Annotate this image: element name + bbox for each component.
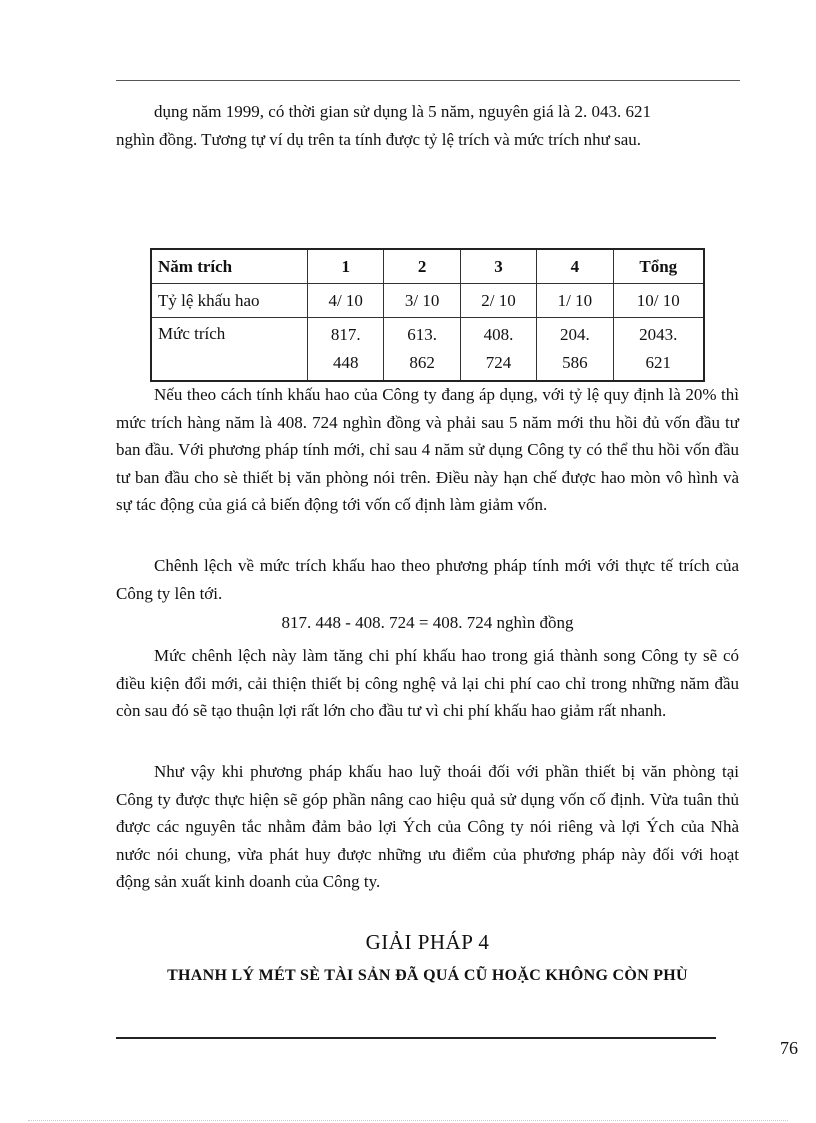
paragraph-conclusion: Như vậy khi phương pháp khấu hao luỹ thoái đối với phần thiết bị văn phòng tại Công ty được thực hiện sẽ góp phần nâng cao hiệu quả sử dụng vốn cố định. Vừa tuân thủ được các nguyên tắc nhằm đảm bảo lợi Ých của Công ty nói riêng và lợi Ých của Nhà nước nói chung, vừa phát huy được những ưu điểm của phương pháp này đối với hoạt động sản xuất kinh doanh của Công ty. xyxy=(116,762,739,891)
paragraph-difference: Chênh lệch về mức trích khấu hao theo phương pháp tính mới với thực tế trích của Công ty lên tới. xyxy=(116,556,739,603)
amount-cell: 817. 448 xyxy=(308,318,384,382)
section-title: GIẢI PHÁP 4 xyxy=(365,930,490,954)
table-header-row xyxy=(151,249,704,284)
rate-cell: 4/ 10 xyxy=(308,284,384,318)
rate-label: Tỷ lệ khấu hao xyxy=(151,284,308,318)
table-row-rate xyxy=(151,284,704,318)
rate-cell-total: 10/ 10 xyxy=(613,284,704,318)
intro-line-1: dụng năm 1999, có thời gian sử dụng là 5 năm, nguyên giá là 2. 043. 621 xyxy=(154,102,651,121)
rate-cell: 3/ 10 xyxy=(384,284,460,318)
header-cell-year-3: 3 xyxy=(460,249,536,284)
section-subtitle: THANH LÝ MÉT SÈ TÀI SẢN ĐÃ QUÁ CŨ HOẶC KHÔNG CÒN PHÙ xyxy=(167,967,688,984)
rate-cell: 2/ 10 xyxy=(460,284,536,318)
header-cell-year-label: Năm trích xyxy=(151,249,308,284)
amount-cell: 204. 586 xyxy=(537,318,613,382)
rate-cell: 1/ 10 xyxy=(537,284,613,318)
header-rule xyxy=(116,80,740,81)
paragraph-cost-increase: Mức chênh lệch này làm tăng chi phí khấu hao trong giá thành song Công ty sẽ có điều kiện đổi mới, cải thiện thiết bị công nghệ vả lại chi phí cao chỉ trong những năm đầu còn sau đó sẽ tạo thuận lợi rất lớn cho đầu tư vì chi phí khấu hao giảm rất nhanh. xyxy=(116,646,739,720)
header-cell-year-2: 2 xyxy=(384,249,460,284)
amount-label: Mức trích xyxy=(151,318,308,382)
footer-rule xyxy=(116,1037,716,1039)
page-number: 76 xyxy=(780,1038,798,1058)
header-cell-year-1: 1 xyxy=(308,249,384,284)
header-cell-total: Tổng xyxy=(613,249,704,284)
paragraph-current-method: Nếu theo cách tính khấu hao của Công ty đang áp dụng, với tỷ lệ quy định là 20% thì mức trích hàng năm là 408. 724 nghìn đồng và phải sau 5 năm mới thu hồi đủ vốn đầu tư ban đầu. Với phương pháp tính mới, chỉ sau 4 năm sử dụng Công ty có thể thu hồi vốn đầu tư ban đầu cho sè thiết bị văn phòng nói trên. Điều này hạn chế được hao mòn vô hình và sự tác động của giá cả biến động tới vốn cố định làm giảm vốn. xyxy=(116,385,739,514)
amount-cell: 408. 724 xyxy=(460,318,536,382)
depreciation-table xyxy=(150,248,705,382)
amount-cell-total: 2043. 621 xyxy=(613,318,704,382)
intro-paragraph xyxy=(116,98,739,153)
intro-line-2: nghìn đồng. Tương tự ví dụ trên ta tính được tỷ lệ trích và mức trích như sau. xyxy=(116,129,642,149)
page-edge-rule xyxy=(28,1120,788,1121)
header-cell-year-4: 4 xyxy=(537,249,613,284)
table-row-amount xyxy=(151,318,704,382)
amount-cell: 613. 862 xyxy=(384,318,460,382)
equation: 817. 448 - 408. 724 = 408. 724 nghìn đồng xyxy=(281,613,574,632)
